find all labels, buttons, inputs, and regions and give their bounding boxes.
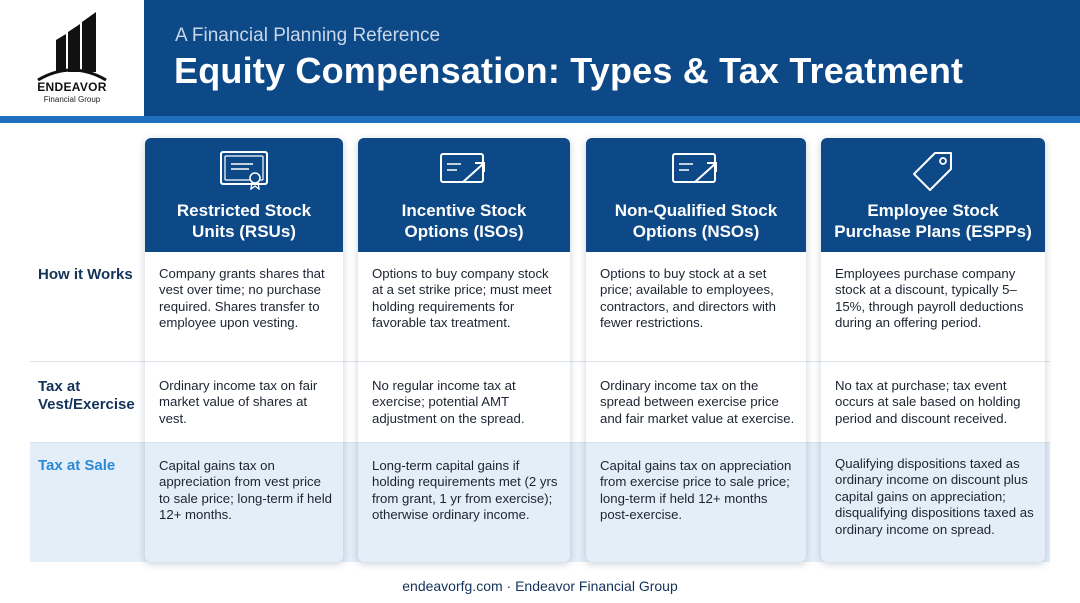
- column-header: [145, 138, 343, 252]
- brand-name: ENDEAVOR: [37, 80, 107, 94]
- column-title-line: Purchase Plans (ESPPs): [834, 222, 1032, 241]
- cell-tax-at-sale: Long-term capital gains if holding requirements met (2 yrs from grant, 1 yr from exercise); otherwise ordinary income.: [372, 458, 558, 523]
- cell-tax-at-vest: No tax at purchase; tax event occurs at sale based on holding period and discount received.: [835, 378, 1021, 426]
- row-label-tax-at-vest: [38, 378, 135, 414]
- page-kicker: A Financial Planning Reference: [175, 25, 441, 46]
- brand-subtitle: Financial Group: [43, 95, 101, 104]
- header-divider: [0, 116, 1080, 123]
- price-tag-icon: [911, 150, 955, 194]
- cell-how-it-works: Company grants shares that vest over time; no purchase required. Shares transfer to employee upon vesting.: [159, 266, 325, 331]
- cell-tax-at-vest: Ordinary income tax on the spread between exercise price and fair market value at exercise.: [600, 378, 795, 426]
- cell-how-it-works: Options to buy stock at a set price; available to employees, contractors, and directors with fewer restrictions.: [600, 266, 776, 331]
- cell-tax-at-sale: Capital gains tax on appreciation from exercise price to sale price; long-term if held 12+ months post-exercise.: [600, 458, 792, 523]
- row-label-line: Tax at: [38, 378, 81, 395]
- cell-tax-at-sale: Capital gains tax on appreciation from vest price to sale price; long-term if held 12+ months.: [159, 458, 332, 523]
- row-label-tax-at-sale: Tax at Sale: [38, 457, 116, 474]
- cell-how-it-works: Options to buy company stock at a set strike price; must meet holding requirements for favorable tax treatment.: [372, 266, 552, 331]
- column-title: [586, 200, 806, 242]
- page-title: Equity Compensation: Types & Tax Treatment: [174, 50, 964, 91]
- column-title-line: Units (RSUs): [192, 222, 296, 241]
- column-title-line: Non-Qualified Stock: [614, 201, 778, 220]
- column-header: [586, 138, 806, 252]
- certificate-icon: [219, 150, 269, 190]
- column-title-line: Incentive Stock: [401, 201, 527, 220]
- column-header: [821, 138, 1045, 252]
- column-title-line: Options (ISOs): [404, 222, 524, 241]
- row-label-how-it-works: How it Works: [38, 266, 133, 283]
- cell-how-it-works: Employees purchase company stock at a discount, typically 5–15%, through payroll deductions during an offering period.: [835, 266, 1024, 331]
- column-title: [358, 200, 570, 242]
- column-rsus: [145, 138, 343, 562]
- column-espps: [821, 138, 1045, 562]
- column-title: [145, 200, 343, 242]
- column-isos: [358, 138, 570, 562]
- option-arrow-icon: [439, 150, 489, 190]
- column-title-line: Options (NSOs): [632, 222, 760, 241]
- column-title-line: Restricted Stock: [176, 201, 312, 220]
- cell-tax-at-vest: No regular income tax at exercise; potential AMT adjustment on the spread.: [372, 378, 525, 426]
- column-header: [358, 138, 570, 252]
- logo: [0, 0, 144, 116]
- row-label-line: Vest/Exercise: [38, 396, 135, 413]
- column-nsos: [586, 138, 806, 562]
- column-title: [821, 200, 1045, 242]
- footer-credit: endeavorfg.com · Endeavor Financial Group: [402, 578, 678, 594]
- cell-tax-at-sale: Qualifying dispositions taxed as ordinary income on discount plus capital gains on appreciation; disqualifying dispositions taxed as ordinary income on spread.: [835, 456, 1034, 537]
- column-title-line: Employee Stock: [867, 201, 999, 220]
- cell-tax-at-vest: Ordinary income tax on fair market value of shares at vest.: [159, 378, 318, 426]
- option-arrow-icon: [671, 150, 721, 190]
- building-skyline-icon: [36, 10, 108, 82]
